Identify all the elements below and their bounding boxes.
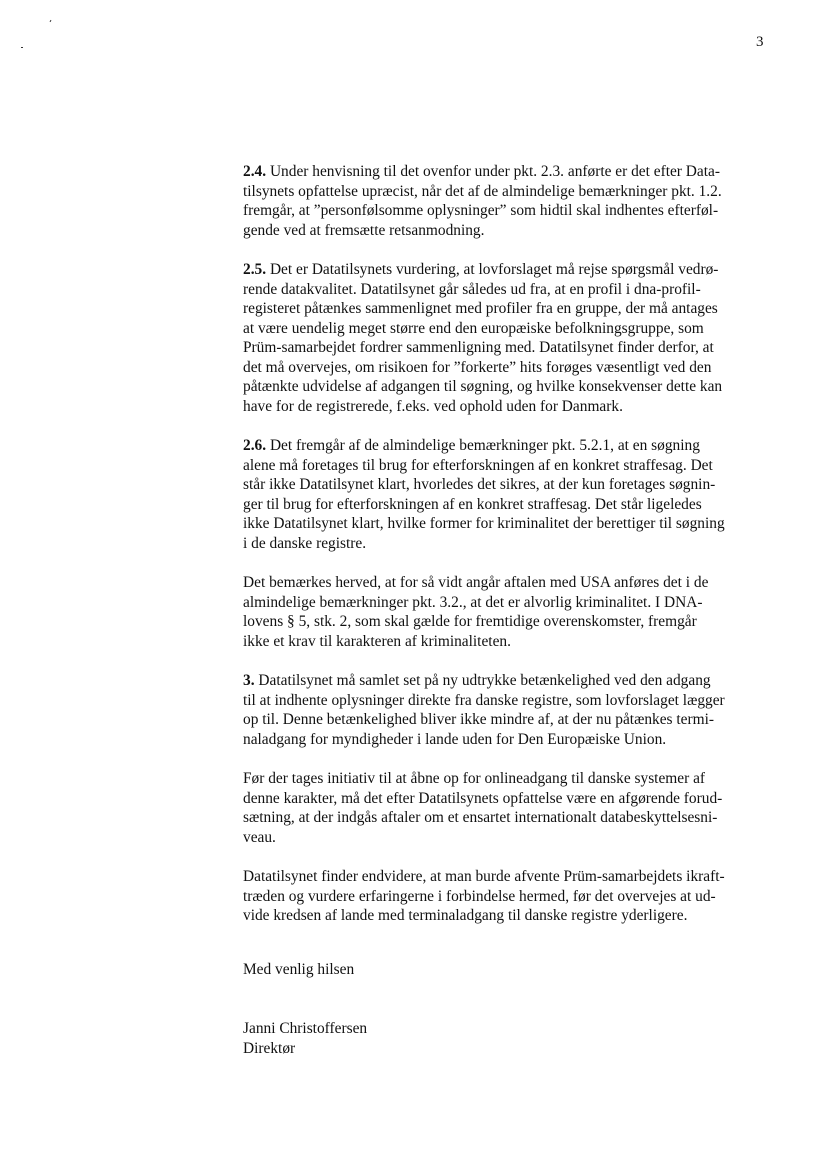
section-number: 2.5.	[243, 261, 267, 278]
signatory-name: Janni Christoffersen	[243, 1020, 368, 1037]
letter-body	[243, 162, 768, 946]
paragraph-2-4: 2.4. Under henvisning til det ovenfor under pkt. 2.3. anførte er det efter Data- tilsynets opfattelse upræcist, når det af de almindelige bemærkninger pkt. 1.2. fremgår, at ”personfølsomme oplysninger” som hidtil skal indhentes efterføl- gende ved at fremsætte retsanmodning.	[243, 163, 722, 239]
section-number: 2.4.	[243, 163, 267, 180]
paragraph-online-access: Før der tages initiativ til at åbne op for onlineadgang til danske systemer af denne karakter, må det efter Datatilsynets opfattelse være en afgørende forud- sætning, at der indgås aftaler om et ensartet internationalt databeskyttelsesni- veau.	[243, 770, 723, 846]
paragraph-prum: Datatilsynet finder endvidere, at man burde afvente Prüm-samarbejdets ikraft- træden og vurdere erfaringerne i forbindelse hermed, før det overvejes at ud- vide kredsen af lande med terminaladgang til danske registre yderligere.	[243, 868, 725, 924]
paragraph-3: 3. Datatilsynet må samlet set på ny udtrykke betænkelighed ved den adgang til at indhente oplysninger direkte fra danske registre, som lovforslaget lægger op til. Denne betænkelighed bliver ikke mindre af, at der nu påtænkes termi- naladgang for myndigheder i lande uden for Den Europæiske Union.	[243, 672, 725, 748]
scan-speck	[21, 47, 23, 48]
paragraph-usa-agreement: Det bemærkes herved, at for så vidt angår aftalen med USA anføres det i de almindelige bemærkninger pkt. 3.2., at det er alvorlig kriminalitet. I DNA- lovens § 5, stk. 2, som skal gælde for fremtidige overenskomster, fremgår ikke et krav til karakteren af kriminaliteten.	[243, 574, 709, 650]
paragraph-2-6: 2.6. Det fremgår af de almindelige bemærkninger pkt. 5.2.1, at en søgning alene må foretages til brug for efterforskningen af en konkret straffesag. Det står ikke Datatilsynet klart, hvorledes det sikres, at der kun foretages søgnin- ger til brug for efterforskningen af en konkret straffesag. Det står ligeledes ikke Datatilsynet klart, hvilke former for kriminalitet der berettiger til søgning i de danske registre.	[243, 437, 725, 552]
page-number: 3	[756, 34, 764, 50]
closing-salutation: Med venlig hilsen	[243, 961, 355, 978]
paragraph-2-5: 2.5. Det er Datatilsynets vurdering, at lovforslaget må rejse spørgsmål vedrø- rende datakvalitet. Datatilsynet går således ud fra, at en profil i dna-profil- registeret påtænkes sammenlignet med profiler fra en gruppe, der må antages at være uendelig meget større end den europæiske befolkningsgruppe, som Prüm-samarbejdet fordrer sammenligning med. Datatilsynet finder derfor, at det må overvejes, om risikoen for ”forkerte” hits forøges væsentligt ved den påtænkte udvidelse af adgangen til søgning, og hvilke konsekvenser dette kan have for de registrerede, f.eks. ved ophold uden for Danmark.	[243, 261, 723, 415]
scan-speck	[50, 20, 52, 22]
section-number: 3.	[243, 672, 255, 689]
signatory-title: Direktør	[243, 1039, 296, 1057]
section-number: 2.6.	[243, 437, 267, 454]
signature-block	[243, 1019, 367, 1058]
